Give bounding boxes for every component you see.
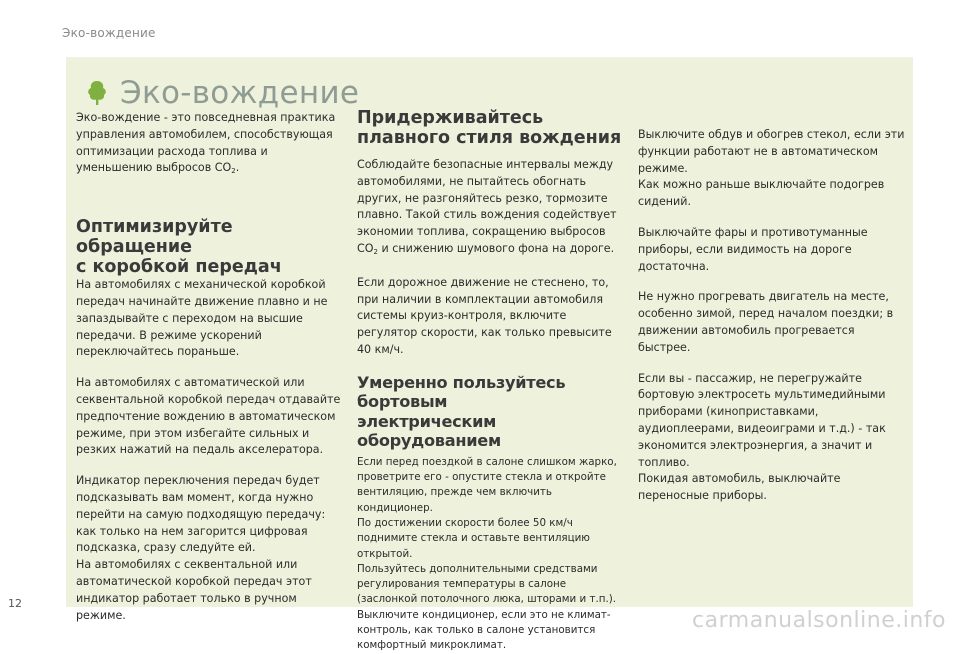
right-paragraph-2: Как можно раньше выключайте подогрев сидений. [638, 178, 885, 209]
right-paragraph-5: Если вы - пассажир, не перегружайте бортовую электросеть мультимедийными приборами (киноприставками, аудиоплеерами, видеоиграми и т.д.) - так экономится электроэнергия, а значит и топливо. [638, 371, 886, 469]
smooth-driving-heading: Придерживайтесь плавного стиля вождения [357, 108, 622, 148]
tree-icon [86, 80, 108, 106]
smooth-paragraph-2: Если дорожное движение не стеснено, то, при наличии в комплектации автомобиля системы круиз-контроля, включите регулятор скорости, как только превысите 40 км/ч. [357, 275, 612, 356]
page-title: Эко-вождение [120, 75, 360, 111]
column-left [76, 110, 341, 624]
watermark: carmanualsonline.info [692, 608, 946, 633]
right-paragraph-4: Не нужно прогревать двигатель на месте, особенно зимой, перед началом поездки; в движении автомобиль прогревается быстрее. [638, 290, 894, 354]
equipment-paragraph-2: По достижении скорости более 50 км/ч поднимите стекла и оставьте вентиляцию открытой. [357, 516, 590, 560]
right-paragraph-1: Выключите обдув и обогрев стекол, если эти функции работают не в автоматическом режиме. [638, 128, 905, 175]
column-right [638, 127, 906, 505]
right-paragraph-3: Выключайте фары и противотуманные приборы, если видимость на дороге достаточна. [638, 225, 868, 273]
equipment-paragraph-1: Если перед поездкой в салоне слишком жарко, проветрите его - опустите стекла и откройте вентиляцию, прежде чем включить кондиционер. [357, 455, 617, 514]
page-number: 12 [8, 597, 22, 610]
right-paragraph-6: Покидая автомобиль, выключайте переносные приборы. [638, 472, 841, 503]
title-row [86, 75, 359, 111]
equipment-heading: Умеренно пользуйтесь бортовым электрическим оборудованием [357, 372, 566, 451]
gearbox-paragraph-4: На автомобилях с секвентальной или автоматической коробкой передач этот индикатор работает только в ручном режиме. [76, 558, 312, 622]
intro-paragraph: Эко-вождение - это повседневная практика управления автомобилем, способствующая оптимизации расхода топлива и уменьшению выбросов $СО_2$. [76, 111, 336, 176]
gearbox-paragraph-2: На автомобилях с автоматической или секвентальной коробкой передач отдавайте предпочтение вождению в автоматическом режиме, при этом избегайте сильных и резких нажатий на педаль акселератора. [76, 376, 341, 457]
smooth-paragraph-1: Соблюдайте безопасные интервалы между автомобилями, не пытайтесь обогнать других, не разгоняйтесь резко, тормозите плавно. Такой стиль вождения содействует экономии топлива, сокращению выбросов $СО_2$ и снижению шумового фона на дороге. [357, 158, 617, 256]
column-middle [357, 108, 625, 654]
running-header: Эко-вождение [62, 26, 156, 40]
equipment-paragraph-4: Выключите кондиционер, если это не климат-контроль, как только в салоне установится комфортный микроклимат. [357, 608, 611, 652]
gearbox-paragraph-3: Индикатор переключения передач будет подсказывать вам момент, когда нужно перейти на самую подходящую передачу: как только на нем загорится цифровая подсказка, сразу следуйте ей. [76, 474, 326, 555]
gearbox-heading: Оптимизируйте обращение с коробкой передач [76, 217, 282, 278]
equipment-paragraph-3: Пользуйтесь дополнительными средствами регулирования температуры в салоне (заслонкой потолочного люка, шторами и т.п.). [357, 562, 617, 606]
gearbox-paragraph-1: На автомобилях с механической коробкой передач начинайте движение плавно и не запаздывайте с переходом на высшие передачи. В режиме ускорений переключайтесь пораньше. [76, 278, 328, 359]
